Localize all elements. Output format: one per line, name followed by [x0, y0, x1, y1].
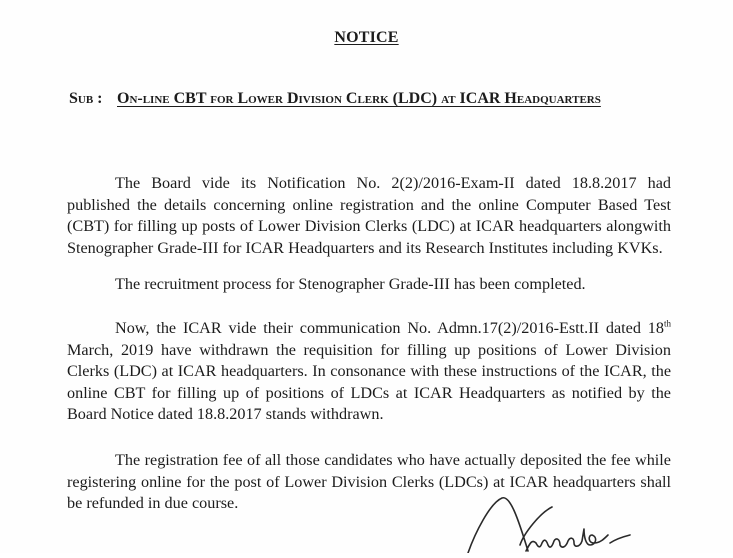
- signature-icon: [440, 493, 640, 553]
- paragraph-withdrawal-part1: Now, the ICAR vide their communication No. Admn.17(2)/2016-Estt.II dated 18: [115, 319, 664, 338]
- notice-title: [0, 29, 733, 47]
- subject-line: [69, 90, 601, 108]
- paragraph-withdrawal: [67, 318, 671, 426]
- paragraph-stenographer-completed: The recruitment process for Stenographer Grade-III has been completed.: [115, 275, 586, 294]
- subject-label: Sub :: [69, 90, 103, 107]
- subject-text: On-line CBT for Lower Division Clerk (LDC) at ICAR Headquarters: [117, 90, 601, 107]
- ordinal-superscript: th: [663, 318, 671, 329]
- paragraph-withdrawal-part2: March, 2019 have withdrawn the requisition for filling up positions of Lower Division Clerks (LDC) at ICAR headquarters. In consonance with these instructions of the ICAR, the online CBT for filling up of positions of LDCs at ICAR Headquarters as notified by the Board Notice dated 18.8.2017 stands withdrawn.: [67, 340, 671, 424]
- notice-title-text: NOTICE: [334, 29, 399, 46]
- paragraph-refund: The registration fee of all those candidates who have actually deposited the fee while registering online for the post of Lower Division Clerks (LDCs) at ICAR headquarters shall be refunded in due course.: [67, 451, 671, 513]
- paragraph-notification: The Board vide its Notification No. 2(2)/2016-Exam-II dated 18.8.2017 had published the details concerning online registration and the online Computer Based Test (CBT) for filling up posts of Lower Division Clerks (LDC) at ICAR headquarters alongwith Stenographer Grade-III for ICAR Headquarters and its Research Institutes including KVKs.: [67, 174, 671, 257]
